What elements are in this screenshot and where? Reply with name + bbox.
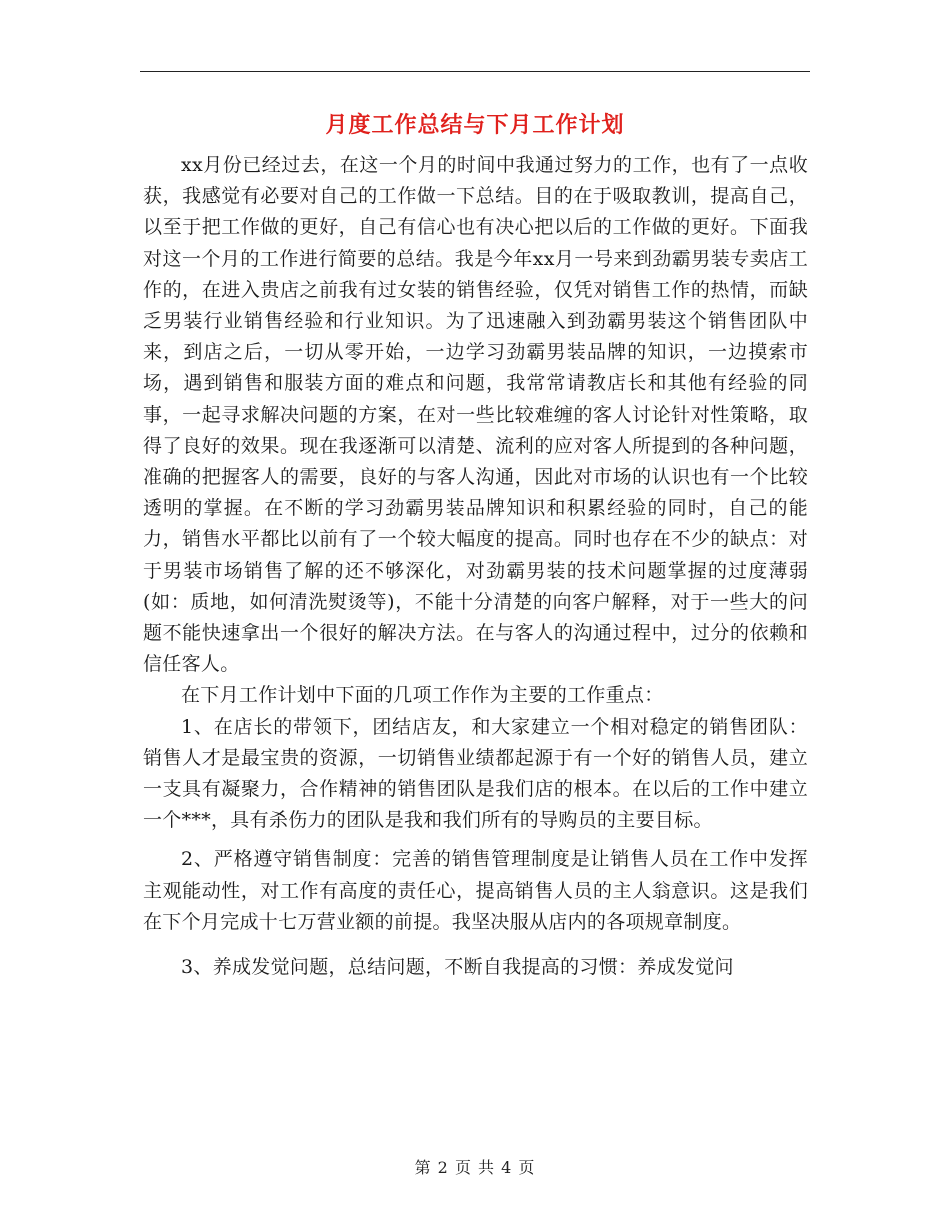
page-number-footer: 第 2 页 共 4 页 [414, 1158, 536, 1177]
document-title: 月度工作总结与下月工作计划 [325, 113, 625, 138]
paragraph-plan-intro: 在下月工作计划中下面的几项工作作为主要的工作重点： [181, 684, 664, 707]
paragraph-item-2: 2、严格遵守销售制度：完善的销售管理制度是让销售人员在工作中发挥主观能动性，对工作有高度的责任心，提高销售人员的主人翁意识。这是我们在下个月完成十七万营业额的前提。我坚决服从店内的各项规章制度。 [143, 848, 808, 933]
header-rule [140, 71, 810, 72]
paragraph-item-3: 3、养成发觉问题，总结问题，不断自我提高的习惯：养成发觉问 [181, 956, 734, 979]
paragraph-summary: xx月份已经过去，在这一个月的时间中我通过努力的工作，也有了一点收获，我感觉有必要对自己的工作做一下总结。目的在于吸取教训，提高自己，以至于把工作做的更好，自己有信心也有决心把以后的工作做的更好。下面我对这一个月的工作进行简要的总结。我是今年xx月一号来到劲霸男装专卖店工作的，在进入贵店之前我有过女装的销售经验，仅凭对销售工作的热情，而缺乏男装行业销售经验和行业知识。为了迅速融入到劲霸男装这个销售团队中来，到店之后，一切从零开始，一边学习劲霸男装品牌的知识，一边摸索市场，遇到销售和服装方面的难点和问题，我常常请教店长和其他有经验的同事，一起寻求解决问题的方案，在对一些比较难缠的客人讨论针对性策略，取得了良好的效果。现在我逐渐可以清楚、流利的应对客人所提到的各种问题，准确的把握客人的需要，良好的与客人沟通，因此对市场的认识也有一个比较透明的掌握。在不断的学习劲霸男装品牌知识和积累经验的同时，自己的能力，销售水平都比以前有了一个较大幅度的提高。同时也存在不少的缺点：对于男装市场销售了解的还不够深化，对劲霸男装的技术问题掌握的过度薄弱(如：质地，如何清洗熨烫等)，不能十分清楚的向客户解释，对于一些大的问题不能快速拿出一个很好的解决方法。在与客人的沟通过程中，过分的依赖和信任客人。 [143, 154, 808, 676]
paragraph-item-1: 1、在店长的带领下，团结店友，和大家建立一个相对稳定的销售团队：销售人才是最宝贵的资源，一切销售业绩都起源于有一个好的销售人员，建立一支具有凝聚力，合作精神的销售团队是我们店的根本。在以后的工作中建立一个***，具有杀伤力的团队是我和我们所有的导购员的主要目标。 [143, 715, 808, 832]
document-body [143, 150, 808, 983]
